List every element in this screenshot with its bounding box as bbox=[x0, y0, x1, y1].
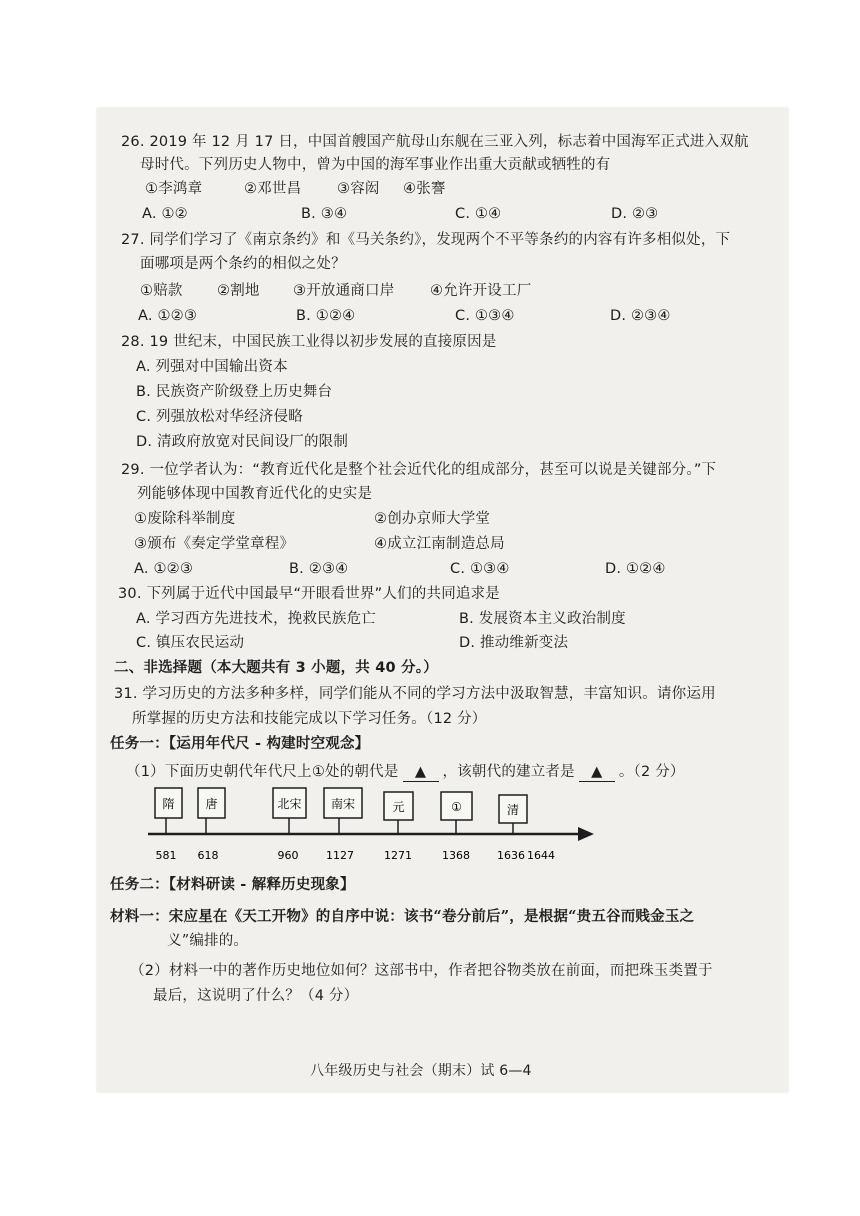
q29-item-1: ①废除科举制度 bbox=[134, 511, 236, 527]
q27-item-3: ③开放通商口岸 bbox=[293, 283, 395, 299]
q27-option-d: D. ②③④ bbox=[610, 308, 671, 324]
q26-option-a: A. ①② bbox=[142, 206, 188, 222]
material-1-line2: 义”编排的。 bbox=[167, 933, 249, 949]
year-label-960: 960 bbox=[277, 849, 299, 862]
q29-stem-line2: 列能够体现中国教育近代化的史实是 bbox=[137, 486, 373, 502]
q29-stem-line1: 29. 一位学者认为：“教育近代化是整个社会近代化的组成部分，甚至可以说是关键部分。”下 bbox=[121, 462, 717, 478]
answer-blank-2: ▲ bbox=[579, 763, 615, 782]
year-label-1127: 1127 bbox=[326, 849, 354, 862]
q26-option-b: B. ③④ bbox=[301, 206, 348, 222]
q27-item-4: ④允许开设工厂 bbox=[430, 283, 532, 299]
dynasty-label-sui: 隋 bbox=[162, 797, 175, 811]
q30-option-c: C. 镇压农民运动 bbox=[136, 635, 245, 651]
timeline-marker-southern-song bbox=[324, 788, 362, 834]
q27-item-1: ①赔款 bbox=[140, 283, 183, 299]
task1-heading: 任务一：【运用年代尺 - 构建时空观念】 bbox=[110, 736, 370, 752]
q31-sub2-line1: （2）材料一中的著作历史地位如何？这部书中，作者把谷物类放在前面，而把珠玉类置于 bbox=[130, 963, 713, 979]
timeline-marker-northern-song bbox=[273, 788, 306, 834]
q31-sub1-part-b: ，该朝代的建立者是 bbox=[442, 764, 575, 780]
dynasty-label-tang: 唐 bbox=[205, 797, 218, 811]
timeline-marker-yuan bbox=[384, 792, 413, 834]
q29-option-c: C. ①③④ bbox=[450, 561, 510, 577]
q26-item-4: ④张謇 bbox=[403, 181, 446, 197]
q27-item-2: ②割地 bbox=[217, 283, 260, 299]
q31-sub1-part-a: （1）下面历史朝代年代尺上①处的朝代是 bbox=[126, 764, 399, 780]
page-footer: 八年级历史与社会（期末）试 6—4 bbox=[310, 1063, 532, 1079]
q28-option-b: B. 民族资产阶级登上历史舞台 bbox=[136, 384, 333, 400]
q29-option-d: D. ①②④ bbox=[605, 561, 666, 577]
section-title: 二、非选择题（本大题共有 3 小题，共 40 分。） bbox=[114, 660, 438, 676]
q28-option-d: D. 清政府放宽对民间设厂的限制 bbox=[136, 434, 349, 450]
q30-option-a: A. 学习西方先进技术，挽救民族危亡 bbox=[136, 611, 376, 627]
year-label-581: 581 bbox=[155, 849, 177, 862]
q28-option-a: A. 列强对中国输出资本 bbox=[136, 359, 288, 375]
q26-item-2: ②邓世昌 bbox=[244, 181, 302, 197]
q31-stem-line1: 31. 学习历史的方法多种多样，同学们能从不同的学习方法中汲取智慧，丰富知识。请你运用 bbox=[114, 686, 716, 702]
q29-item-2: ②创办京师大学堂 bbox=[374, 511, 491, 527]
q29-item-4: ④成立江南制造总局 bbox=[374, 536, 505, 552]
q29-option-a: A. ①②③ bbox=[134, 561, 194, 577]
q27-option-b: B. ①②④ bbox=[296, 308, 356, 324]
q30-stem: 30. 下列属于近代中国最早“开眼看世界”人们的共同追求是 bbox=[118, 586, 500, 602]
dynasty-label-yuan: 元 bbox=[392, 800, 405, 814]
year-label-618: 618 bbox=[197, 849, 219, 862]
q26-option-d: D. ②③ bbox=[611, 206, 659, 222]
timeline-marker-qing bbox=[499, 795, 527, 834]
answer-blank-1: ▲ bbox=[403, 763, 439, 782]
timeline-marker-tang bbox=[198, 788, 225, 834]
q26-stem-line2: 母时代。下列历史人物中，曾为中国的海军事业作出重大贡献或牺牲的有 bbox=[140, 157, 611, 173]
timeline-marker-unknown bbox=[441, 792, 472, 834]
q28-option-c: C. 列强放松对华经济侵略 bbox=[136, 409, 303, 425]
q30-option-d: D. 推动维新变法 bbox=[459, 635, 569, 651]
year-label-1368: 1368 bbox=[442, 849, 470, 862]
q30-option-b: B. 发展资本主义政治制度 bbox=[459, 611, 626, 627]
material-1-line1: 材料一：宋应星在《天工开物》的自序中说：该书“卷分前后”，是根据“贵五谷而贱金玉之 bbox=[110, 908, 695, 925]
year-label-1644: 1644 bbox=[527, 849, 555, 862]
q31-sub1-part-c: 。（2 分） bbox=[618, 764, 685, 780]
timeline-marker-sui bbox=[155, 788, 182, 834]
q27-stem-line1: 27. 同学们学习了《南京条约》和《马关条约》，发现两个不平等条约的内容有许多相似处，下 bbox=[121, 232, 731, 248]
q31-stem-line2: 所掌握的历史方法和技能完成以下学习任务。（12 分） bbox=[132, 711, 487, 727]
task2-heading: 任务二：【材料研读 - 解释历史现象】 bbox=[110, 877, 355, 893]
q29-option-b: B. ②③④ bbox=[289, 561, 349, 577]
dynasty-label-southern-song: 南宋 bbox=[330, 797, 356, 811]
q27-option-c: C. ①③④ bbox=[455, 308, 515, 324]
q26-item-1: ①李鸿章 bbox=[145, 181, 203, 197]
q28-stem: 28. 19 世纪末，中国民族工业得以初步发展的直接原因是 bbox=[121, 334, 497, 350]
q26-option-c: C. ①④ bbox=[455, 206, 502, 222]
q26-item-3: ③容闳 bbox=[337, 181, 380, 197]
q29-item-3: ③颁布《奏定学堂章程》 bbox=[134, 536, 295, 552]
dynasty-label-unknown: ① bbox=[451, 800, 462, 814]
q27-stem-line2: 面哪项是两个条约的相似之处？ bbox=[140, 256, 346, 272]
year-label-1271: 1271 bbox=[384, 849, 412, 862]
q27-option-a: A. ①②③ bbox=[138, 308, 198, 324]
year-label-1636: 1636 bbox=[497, 849, 525, 862]
dynasty-label-northern-song: 北宋 bbox=[277, 797, 302, 811]
q31-sub2-line2: 最后，这说明了什么？（4 分） bbox=[153, 988, 359, 1004]
q26-stem-line1: 26. 2019 年 12 月 17 日，中国首艘国产航母山东舰在三亚入列，标志着中国海军正式进入双航 bbox=[121, 134, 749, 150]
dynasty-label-qing: 清 bbox=[506, 803, 520, 817]
